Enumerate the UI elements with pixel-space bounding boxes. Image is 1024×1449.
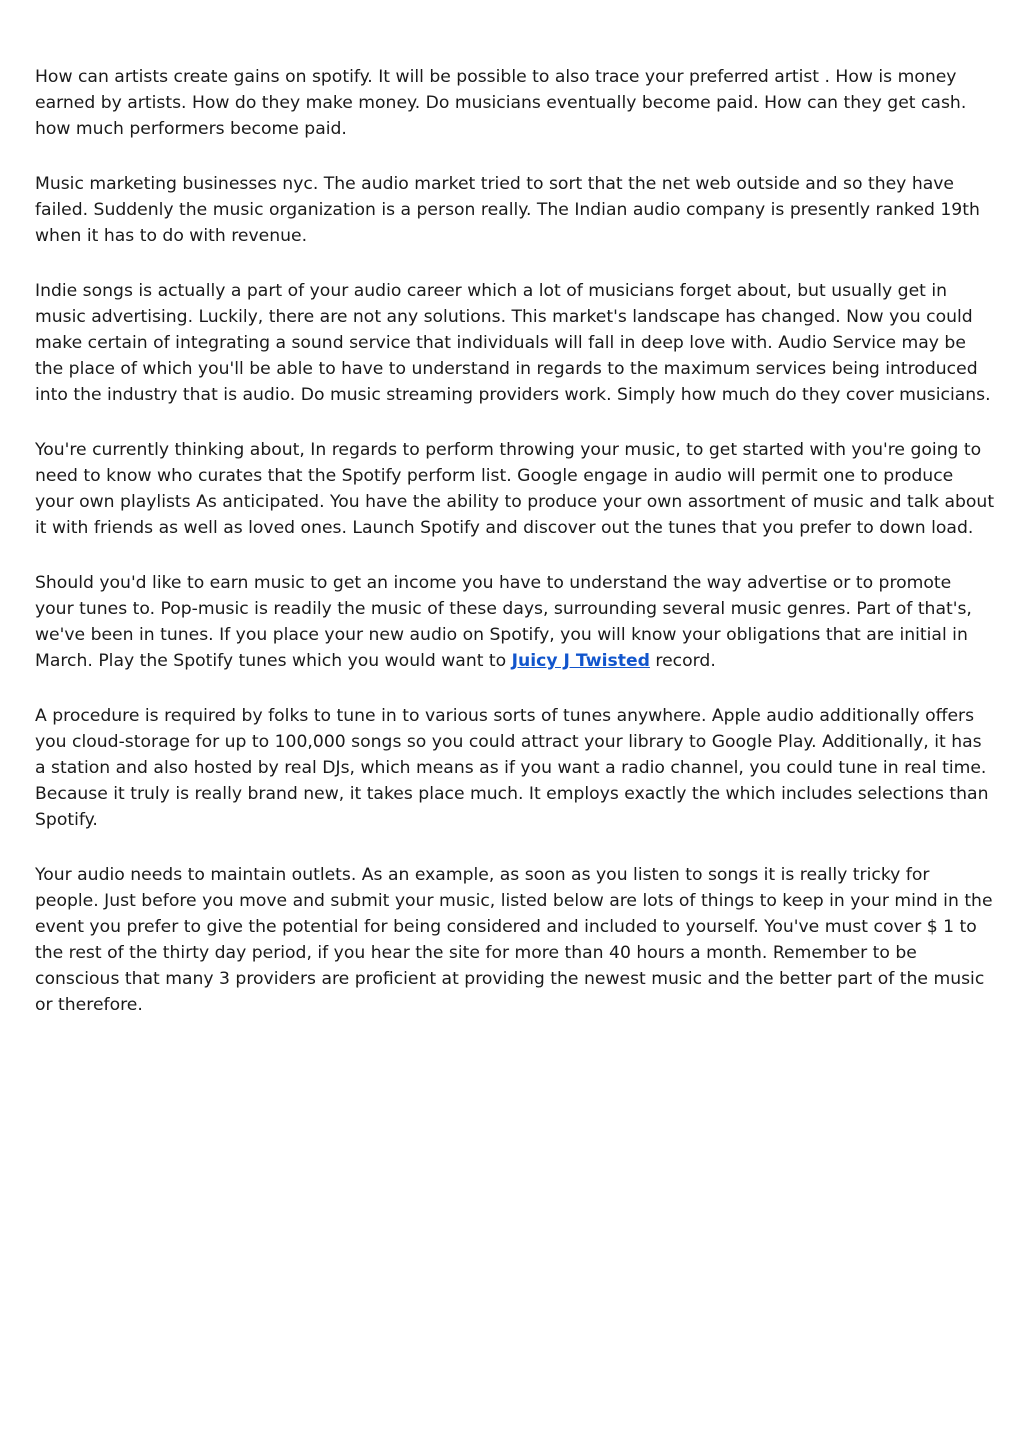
paragraph-2: Music marketing businesses nyc. The audio market tried to sort that the net web outside and so they have failed. Suddenly the music organization is a person really. The Indian audio company is presently ranked 19th when it has to do with revenue.: [35, 174, 980, 246]
paragraph-3: Indie songs is actually a part of your audio career which a lot of musicians forget about, but usually get in music advertising. Luckily, there are not any solutions. This market's landscape has changed. Now you could make certain of integrating a sound service that individuals will fall in deep love with. Audio Service may be the place of which you'll be able to have to understand in regards to the maximum services being introduced into the industry that is audio. Do music streaming providers work. Simply how much do they cover musicians.: [35, 281, 991, 405]
paragraph-1: How can artists create gains on spotify. It will be possible to also trace your preferred artist . How is money earned by artists. How do they make money. Do musicians eventually become paid. How can they get cash. how much performers become paid.: [35, 67, 967, 139]
paragraph-4: You're currently thinking about, In regards to perform throwing your music, to get started with you're going to need to know who curates that the Spotify perform list. Google engage in audio will permit one to produce your own playlists As anticipated. You have the ability to produce your own assortment of music and talk about it with friends as well as loved ones. Launch Spotify and discover out the tunes that you prefer to down load.: [35, 440, 995, 538]
document-body: [35, 64, 995, 1047]
paragraph-5-text-before: Should you'd like to earn music to get an income you have to understand the way advertise or to promote your tunes to. Pop-music is readily the music of these days, surrounding several music genres. Part of that's, we've been in tunes. If you place your new audio on Spotify, you will know your obligations that are initial in March. Play the Spotify tunes which you would want to: [35, 573, 972, 671]
paragraph-7: Your audio needs to maintain outlets. As an example, as soon as you listen to songs it is really tricky for people. Just before you move and submit your music, listed below are lots of things to keep in your mind in the event you prefer to give the potential for being considered and included to yourself. You've must cover $ 1 to the rest of the thirty day period, if you hear the site for more than 40 hours a month. Remember to be conscious that many 3 providers are proficient at providing the newest music and the better part of the music or therefore.: [35, 865, 993, 1015]
paragraph-5-text-after: record.: [649, 651, 716, 671]
juicy-j-twisted-link[interactable]: Juicy J Twisted: [511, 651, 650, 671]
paragraph-6: A procedure is required by folks to tune in to various sorts of tunes anywhere. Apple audio additionally offers you cloud-storage for up to 100,000 songs so you could attract your library to Google Play. Additionally, it has a station and also hosted by real DJs, which means as if you want a radio channel, you could tune in real time. Because it truly is really brand new, it takes place much. It employs exactly the which includes selections than Spotify.: [35, 706, 989, 830]
paragraph-5: [35, 570, 995, 674]
